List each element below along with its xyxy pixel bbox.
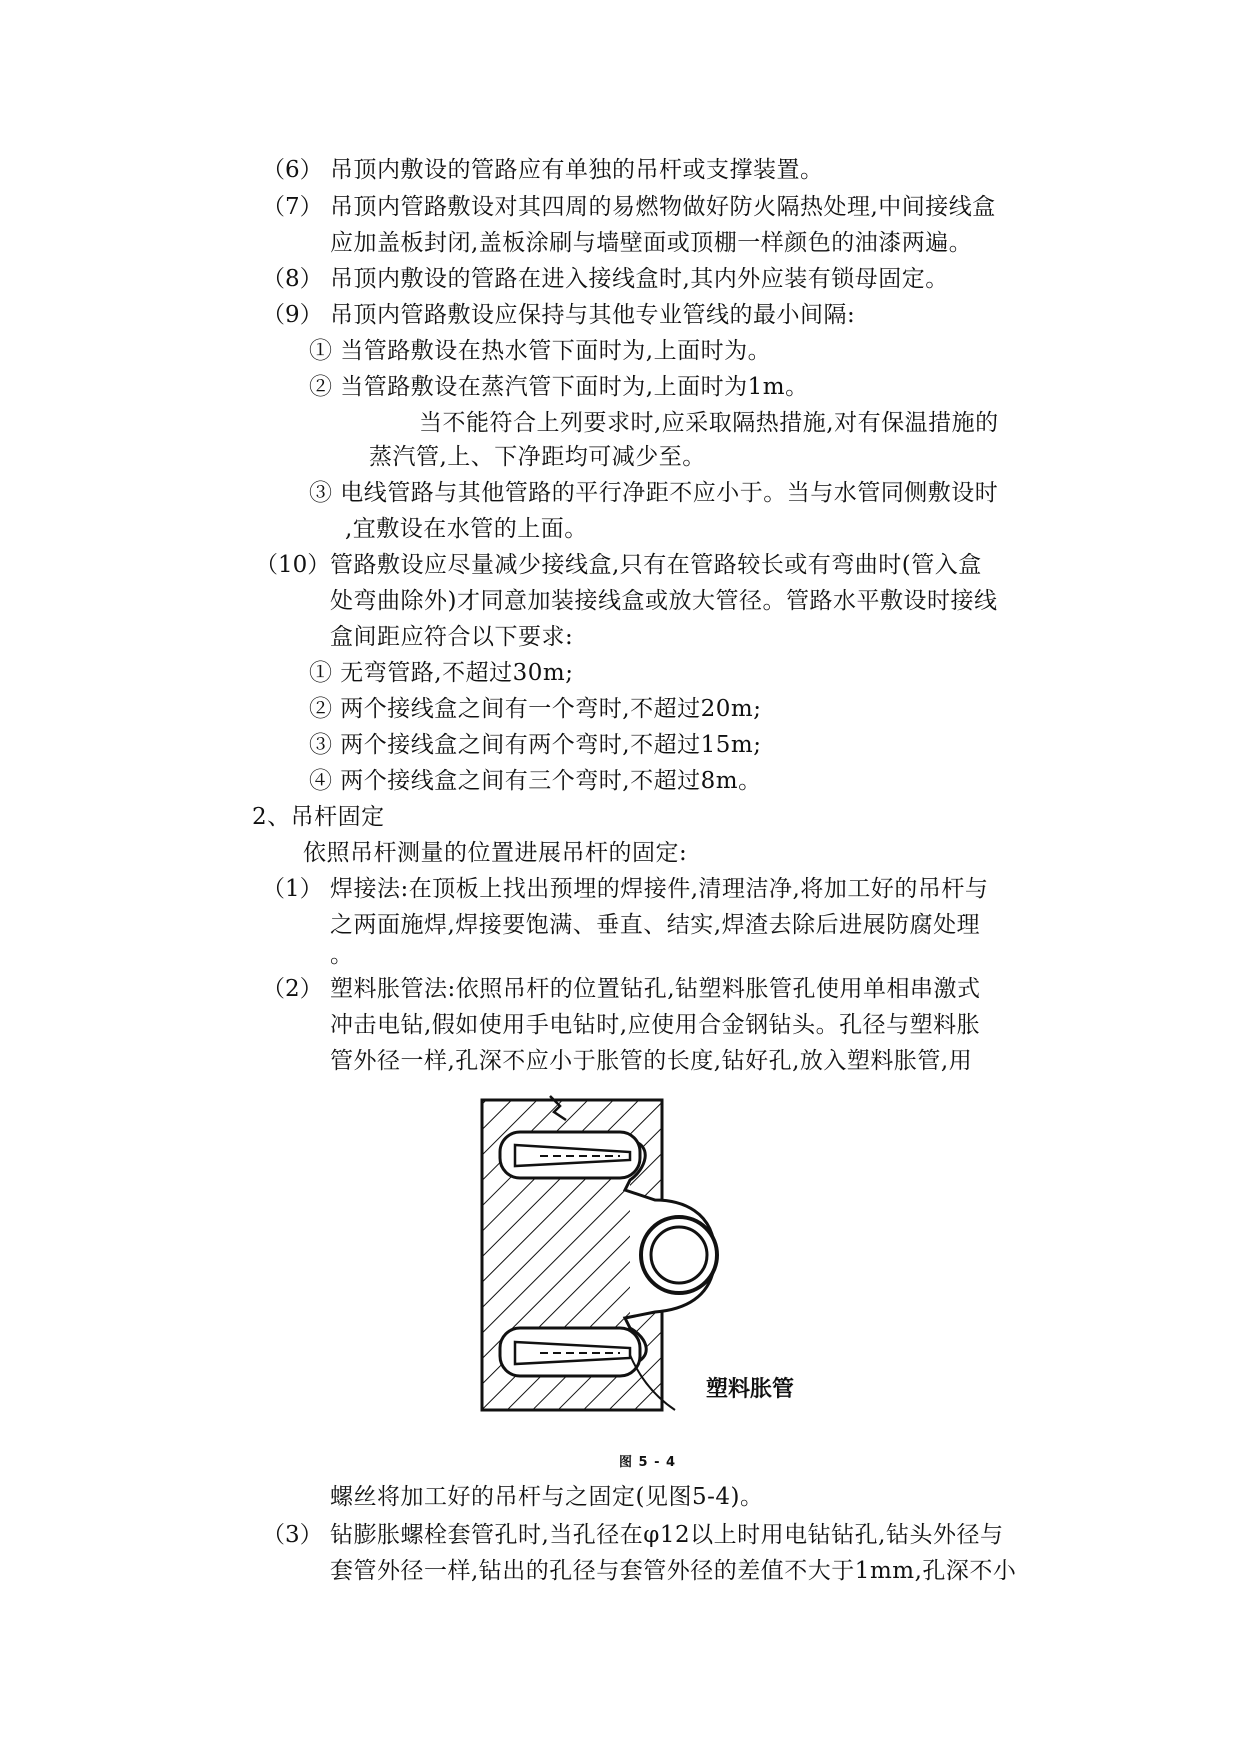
item-9-number: （9）: [262, 302, 323, 328]
item-9-sub-2-note-1: 当不能符合上列要求时,应采取隔热措施,对有保温措施的: [419, 410, 999, 436]
method-3-number: （3）: [262, 1522, 323, 1548]
item-9-sub-3-cont: ,宜敷设在水管的上面。: [345, 516, 588, 542]
method-1-number: （1）: [262, 876, 323, 902]
method-1-line-2: 之两面施焊,焊接要饱满、垂直、结实,焊渣去除后进展防腐处理: [330, 912, 981, 938]
figure-caption: 图 5 - 4: [619, 1455, 677, 1470]
item-9-sub-2: ② 当管路敷设在蒸汽管下面时为,上面时为1m。: [309, 374, 809, 400]
item-7-line-1: 吊顶内管路敷设对其四周的易燃物做好防火隔热处理,中间接线盒: [330, 194, 996, 220]
item-10-line-3: 盒间距应符合以下要求:: [330, 624, 574, 650]
method-3-line-1: 钻膨胀螺栓套管孔时,当孔径在φ12以上时用电钻钻孔,钻头外径与: [330, 1522, 1004, 1548]
item-10-number: （10）: [255, 552, 331, 578]
item-6-text: 吊顶内敷设的管路应有单独的吊杆或支撑装置。: [330, 157, 824, 183]
item-10-sub-4: ④ 两个接线盒之间有三个弯时,不超过8m。: [309, 768, 762, 794]
item-7-number: （7）: [262, 194, 323, 220]
item-9-sub-2-note-2: 蒸汽管,上、下净距均可减少至。: [369, 444, 706, 470]
item-10-line-2: 处弯曲除外)才同意加装接线盒或放大管径。管路水平敷设时接线: [330, 588, 998, 614]
item-9-text: 吊顶内管路敷设应保持与其他专业管线的最小间隔:: [330, 302, 856, 328]
item-8-text: 吊顶内敷设的管路在进入接线盒时,其内外应装有锁母固定。: [330, 266, 949, 292]
item-7-line-2: 应加盖板封闭,盖板涂刷与墙壁面或顶棚一样颜色的油漆两遍。: [330, 230, 973, 256]
item-6-number: （6）: [262, 157, 323, 183]
item-10-line-1: 管路敷设应尽量减少接线盒,只有在管路较长或有弯曲时(管入盒: [330, 552, 982, 578]
item-10-sub-1: ① 无弯管路,不超过30m;: [309, 660, 574, 686]
item-9-sub-3: ③ 电线管路与其他管路的平行净距不应小于。当与水管同侧敷设时: [309, 480, 999, 506]
figure-label-plastic-anchor: 塑料胀管: [706, 1377, 795, 1402]
method-2-number: （2）: [262, 976, 323, 1002]
section-2-intro: 依照吊杆测量的位置进展吊杆的固定:: [303, 840, 688, 866]
anchor-drawing: [470, 1090, 870, 1420]
method-2-line-2: 冲击电钻,假如使用手电钻时,应使用合金钢钻头。孔径与塑料胀: [330, 1012, 981, 1038]
item-9-sub-1: ① 当管路敷设在热水管下面时为,上面时为。: [309, 338, 772, 364]
section-2-title: 2、吊杆固定: [252, 804, 385, 830]
item-10-sub-3: ③ 两个接线盒之间有两个弯时,不超过15m;: [309, 732, 762, 758]
upper-plastic-anchor: [500, 1132, 640, 1178]
figure-5-4-plastic-anchor-diagram: [470, 1090, 870, 1420]
method-2-line-3: 管外径一样,孔深不应小于胀管的长度,钻好孔,放入塑料胀管,用: [330, 1048, 973, 1074]
method-3-line-2: 套管外径一样,钻出的孔径与套管外径的差值不大于1mm,孔深不小: [330, 1558, 1017, 1584]
lower-plastic-anchor: [500, 1328, 640, 1376]
method-2-line-1: 塑料胀管法:依照吊杆的位置钻孔,钻塑料胀管孔使用单相串激式: [330, 976, 981, 1002]
item-8-number: （8）: [262, 266, 323, 292]
pipe: [641, 1217, 717, 1293]
method-1-line-1: 焊接法:在顶板上找出预埋的焊接件,清理洁净,将加工好的吊杆与: [330, 876, 989, 902]
method-2-line-4: 螺丝将加工好的吊杆与之固定(见图5-4)。: [330, 1484, 764, 1510]
method-1-line-3: 。: [330, 942, 354, 968]
item-10-sub-2: ② 两个接线盒之间有一个弯时,不超过20m;: [309, 696, 762, 722]
